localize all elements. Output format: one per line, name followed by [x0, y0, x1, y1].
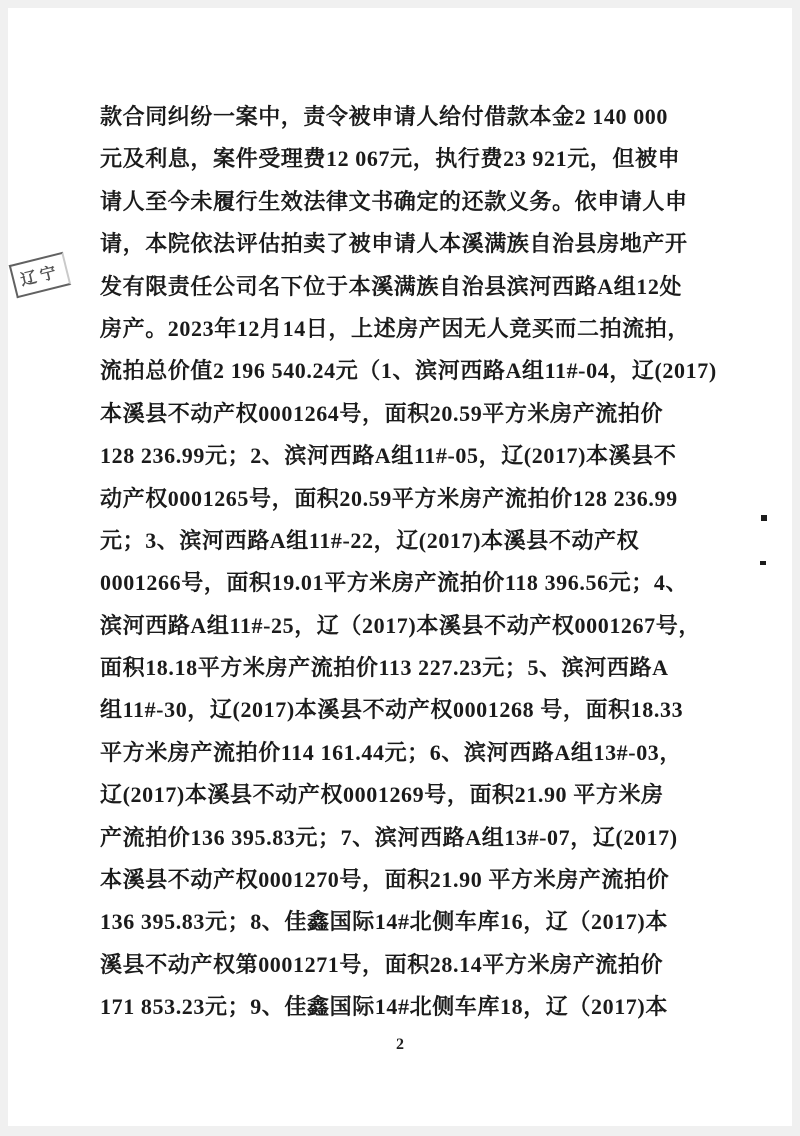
document-line: 流拍总价值2 196 540.24元（1、滨河西路A组11#-04，辽(2017): [100, 358, 717, 384]
document-line: 动产权0001265号，面积20.59平方米房产流拍价128 236.99: [100, 485, 678, 511]
document-line: 请，本院依法评估拍卖了被申请人本溪满族自治县房地产开: [100, 231, 688, 257]
page-number: 2: [396, 1036, 404, 1053]
document-line: 171 853.23元；9、佳鑫国际14#北侧车库18，辽（2017)本: [100, 994, 668, 1020]
document-line: 面积18.18平方米房产流拍价113 227.23元；5、滨河西路A: [100, 655, 669, 681]
ink-speck: [761, 515, 767, 521]
document-line: 房产。2023年12月14日，上述房产因无人竞买而二拍流拍，: [100, 315, 691, 341]
document-line: 请人至今未履行生效法律文书确定的还款义务。依申请人申: [100, 188, 688, 214]
document-paper: [8, 8, 792, 1126]
document-line: 溪县不动产权第0001271号，面积28.14平方米房产流拍价: [100, 951, 664, 977]
document-line: 滨河西路A组11#-25，辽（2017)本溪县不动产权0001267号，: [100, 612, 701, 638]
document-line: 组11#-30，辽(2017)本溪县不动产权0001268 号，面积18.33: [100, 697, 684, 723]
ink-speck: [760, 561, 766, 565]
document-line: 辽(2017)本溪县不动产权0001269号，面积21.90 平方米房: [100, 782, 664, 808]
document-line: 0001266号，面积19.01平方米房产流拍价118 396.56元；4、: [100, 570, 689, 596]
document-text-block: [100, 96, 720, 1029]
document-line: 本溪县不动产权0001270号，面积21.90 平方米房产流拍价: [100, 867, 670, 893]
document-line: 发有限责任公司名下位于本溪满族自治县滨河西路A组12处: [100, 273, 683, 299]
document-line: 产流拍价136 395.83元；7、滨河西路A组13#-07，辽(2017): [100, 824, 678, 850]
document-line: 本溪县不动产权0001264号，面积20.59平方米房产流拍价: [100, 400, 664, 426]
document-line: 平方米房产流拍价114 161.44元；6、滨河西路A组13#-03，: [100, 739, 683, 765]
document-line: 136 395.83元；8、佳鑫国际14#北侧车库16，辽（2017)本: [100, 909, 668, 935]
document-line: 128 236.99元；2、滨河西路A组11#-05，辽(2017)本溪县不: [100, 443, 677, 469]
liaoning-stamp: 辽宁: [9, 252, 72, 299]
document-line: 元及利息，案件受理费12 067元，执行费23 921元，但被申: [100, 146, 681, 172]
document-line: 元；3、滨河西路A组11#-22，辽(2017)本溪县不动产权: [100, 527, 640, 553]
document-line: 款合同纠纷一案中，责令被申请人给付借款本金2 140 000: [100, 104, 669, 129]
